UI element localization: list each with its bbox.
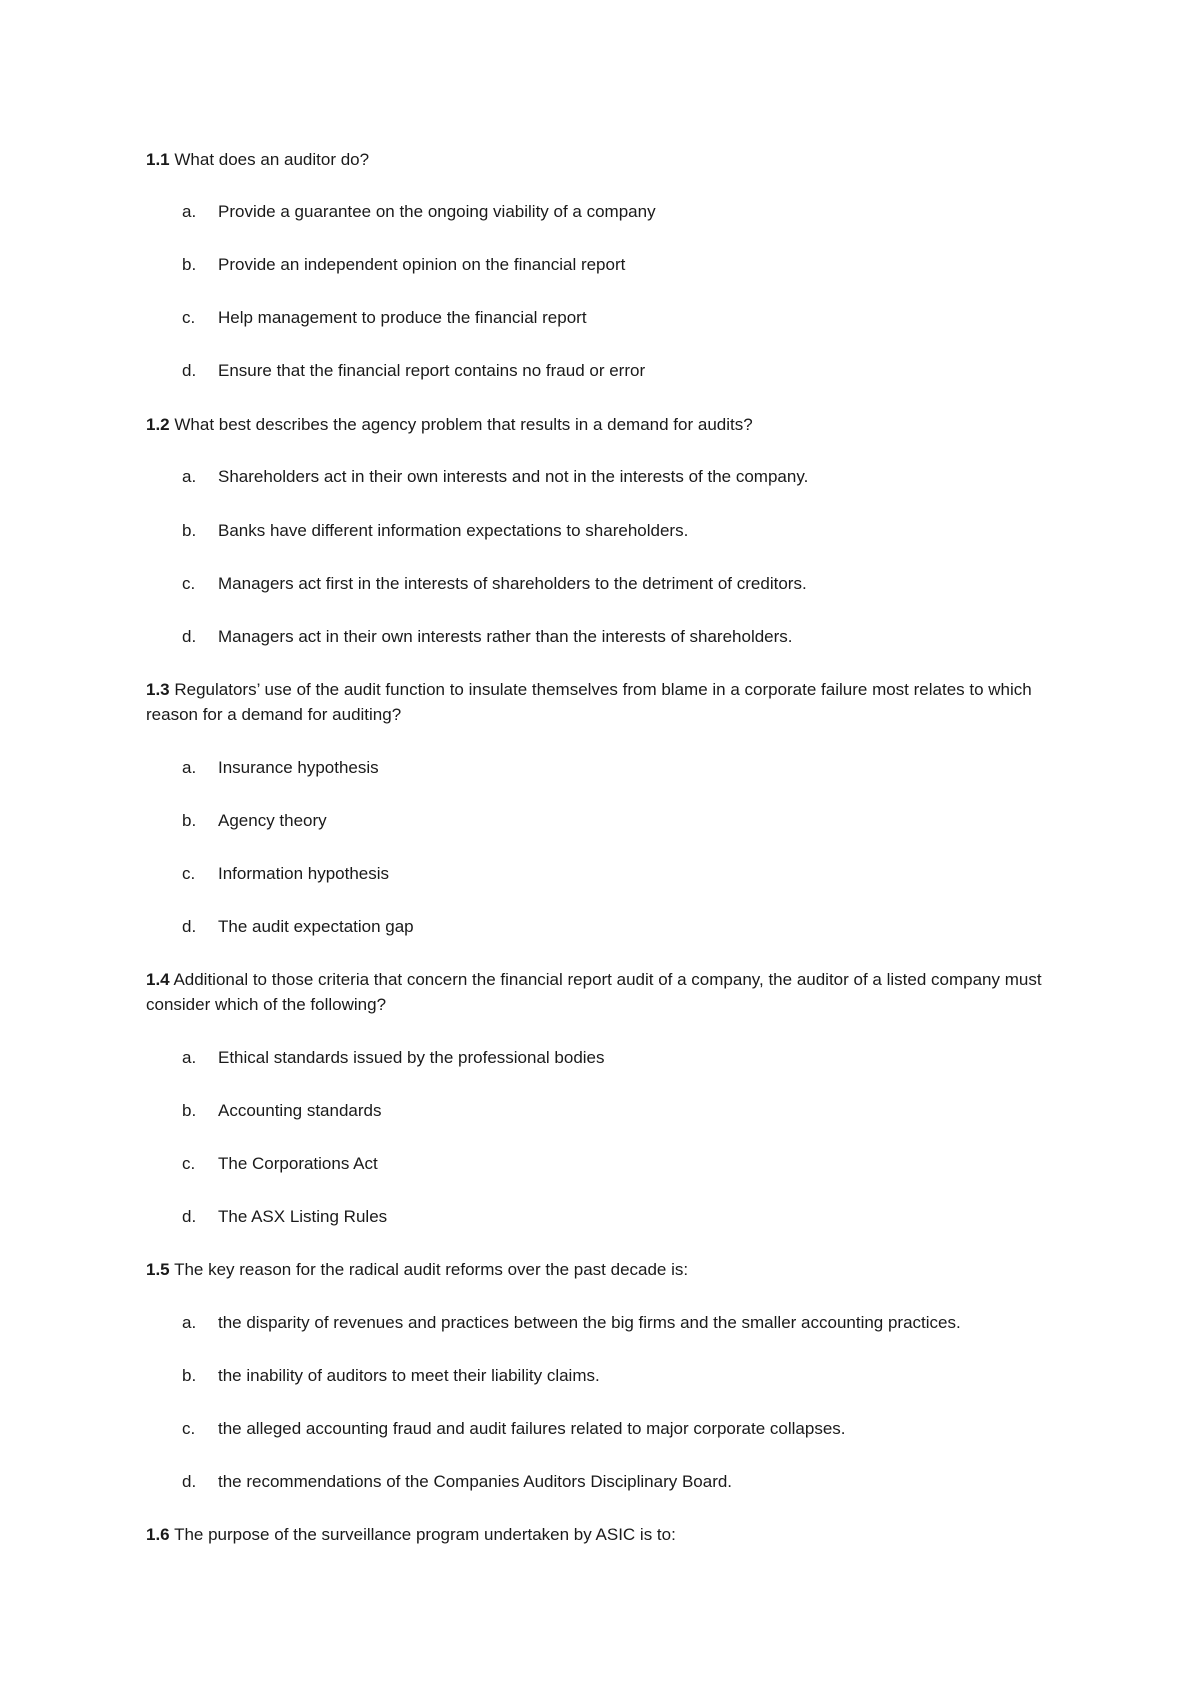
option-letter: b. (182, 811, 197, 830)
option-letter: c. (182, 864, 196, 883)
option-letter: b. (182, 521, 197, 540)
option-1-5-a (182, 1310, 1082, 1335)
question-1-3 (146, 677, 1066, 727)
question-1-5 (146, 1257, 1066, 1282)
question-text: Regulators’ use of the audit function to insulate themselves from blame in a corporate failure most relates to which reason for a demand for auditing? (146, 680, 1032, 724)
question-number: 1.3 (146, 680, 170, 699)
option-1-4-c (182, 1151, 1082, 1176)
option-letter: b. (182, 255, 197, 274)
option-1-2-c (182, 571, 1082, 596)
option-1-3-a (182, 755, 1082, 780)
option-1-3-c (182, 861, 1082, 886)
option-1-4-d (182, 1204, 1082, 1229)
option-letter: c. (182, 574, 196, 593)
option-letter: b. (182, 1101, 197, 1120)
option-text: The ASX Listing Rules (218, 1207, 388, 1226)
question-text: What does an auditor do? (174, 150, 370, 169)
option-text: Insurance hypothesis (218, 758, 379, 777)
option-1-4-b (182, 1098, 1082, 1123)
option-text: the recommendations of the Companies Auditors Disciplinary Board. (218, 1472, 733, 1491)
option-1-1-a (182, 199, 1082, 224)
option-text: Provide an independent opinion on the financial report (218, 255, 626, 274)
option-text: Help management to produce the financial report (218, 308, 587, 327)
option-1-5-b (182, 1363, 1082, 1388)
option-1-2-b (182, 518, 1082, 543)
question-number: 1.2 (146, 415, 170, 434)
option-letter: c. (182, 308, 196, 327)
option-text: Banks have different information expectations to shareholders. (218, 521, 689, 540)
option-text: Accounting standards (218, 1101, 382, 1120)
question-text: What best describes the agency problem that results in a demand for audits? (174, 415, 753, 434)
option-text: Provide a guarantee on the ongoing viability of a company (218, 202, 656, 221)
option-text: Shareholders act in their own interests and not in the interests of the company. (218, 467, 809, 486)
question-1-1 (146, 147, 1066, 172)
option-text: The Corporations Act (218, 1154, 378, 1173)
question-text: The key reason for the radical audit reforms over the past decade is: (174, 1260, 689, 1279)
option-1-3-d (182, 914, 1082, 939)
option-1-1-c (182, 305, 1082, 330)
option-text: Managers act in their own interests rather than the interests of shareholders. (218, 627, 793, 646)
option-1-2-a (182, 464, 1082, 489)
question-number: 1.5 (146, 1260, 170, 1279)
option-letter: a. (182, 1048, 197, 1067)
question-1-4 (146, 967, 1066, 1017)
option-1-5-d (182, 1469, 1082, 1494)
option-text: the inability of auditors to meet their liability claims. (218, 1366, 600, 1385)
option-letter: c. (182, 1154, 196, 1173)
question-1-6 (146, 1522, 1066, 1547)
question-number: 1.1 (146, 150, 170, 169)
option-1-3-b (182, 808, 1082, 833)
option-1-1-d (182, 358, 1082, 383)
option-1-1-b (182, 252, 1082, 277)
option-1-4-a (182, 1045, 1082, 1070)
option-text: Information hypothesis (218, 864, 390, 883)
option-letter: a. (182, 202, 197, 221)
option-1-2-d (182, 624, 1082, 649)
option-letter: b. (182, 1366, 197, 1385)
question-text: The purpose of the surveillance program undertaken by ASIC is to: (174, 1525, 676, 1544)
option-letter: d. (182, 917, 197, 936)
option-text: the alleged accounting fraud and audit failures related to major corporate collapses. (218, 1419, 846, 1438)
question-1-2 (146, 412, 1066, 437)
option-text: Ethical standards issued by the professional bodies (218, 1048, 605, 1067)
option-text: The audit expectation gap (218, 917, 414, 936)
option-letter: d. (182, 627, 197, 646)
option-letter: a. (182, 467, 197, 486)
option-letter: a. (182, 758, 197, 777)
question-text: Additional to those criteria that concern the financial report audit of a company, the auditor of a listed company must consider which of the following? (146, 970, 1042, 1014)
option-letter: a. (182, 1313, 197, 1332)
option-letter: d. (182, 1472, 197, 1491)
option-letter: d. (182, 1207, 197, 1226)
option-letter: c. (182, 1419, 196, 1438)
option-text: the disparity of revenues and practices between the big firms and the smaller accounting practices. (218, 1313, 961, 1332)
option-text: Managers act first in the interests of shareholders to the detriment of creditors. (218, 574, 807, 593)
option-text: Agency theory (218, 811, 327, 830)
option-letter: d. (182, 361, 197, 380)
question-number: 1.6 (146, 1525, 170, 1544)
option-1-5-c (182, 1416, 1082, 1441)
question-number: 1.4 (146, 970, 170, 989)
option-text: Ensure that the financial report contains no fraud or error (218, 361, 646, 380)
